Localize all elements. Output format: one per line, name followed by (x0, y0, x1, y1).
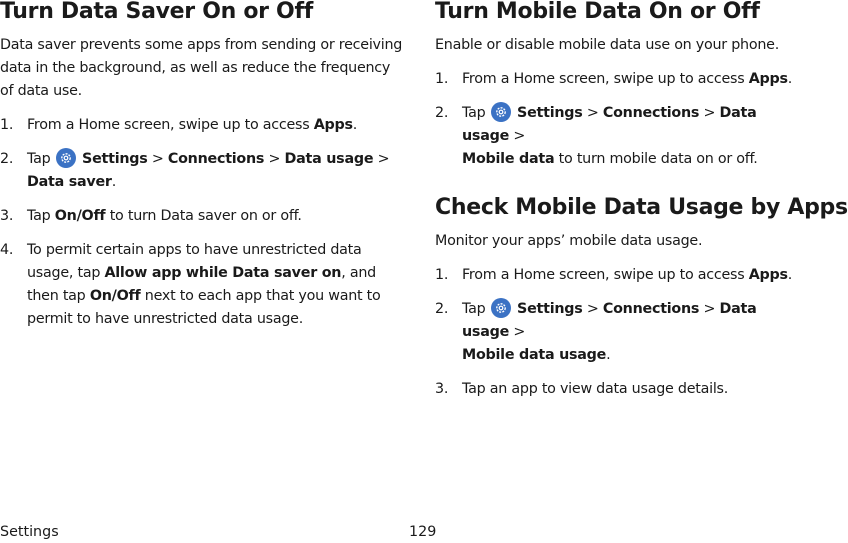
list-item: 1. From a Home screen, swipe up to access Apps. (0, 114, 404, 137)
step-number: 1. (435, 267, 449, 283)
right-column (435, 0, 848, 401)
page-number: 129 (409, 524, 437, 540)
data-saver-steps (0, 114, 404, 331)
step-number: 3. (435, 381, 449, 397)
list-item: 2. Tap Settings > Connections > Data usage > Mobile data usage. (435, 298, 806, 367)
footer-section-name: Settings (0, 524, 59, 540)
left-column (0, 0, 404, 331)
list-item: 2. Tap Settings > Connections > Data usage > Data saver. (0, 148, 404, 194)
settings-gear-icon (56, 148, 76, 168)
mobile-data-steps (435, 68, 806, 171)
step-number: 2. (435, 301, 449, 317)
step-number: 1. (0, 117, 14, 133)
section-title-data-saver: Turn Data Saver On or Off (0, 0, 314, 24)
mobile-data-intro: Enable or disable mobile data use on your phone. (435, 37, 780, 53)
step-number: 4. (0, 242, 14, 258)
apps-label: Apps (313, 117, 353, 133)
step-number: 1. (435, 71, 449, 87)
step-number: 3. (0, 208, 14, 224)
settings-gear-icon (491, 102, 511, 122)
usage-by-apps-steps (435, 264, 806, 401)
section-title-mobile-data: Turn Mobile Data On or Off (435, 0, 760, 24)
settings-gear-icon (491, 298, 511, 318)
list-item: 3. Tap an app to view data usage details. (435, 378, 806, 401)
section-title-usage-by-apps: Check Mobile Data Usage by Apps (435, 195, 848, 220)
list-item: 2. Tap Settings > Connections > Data usage > Mobile data to turn mobile data on or off. (435, 102, 806, 171)
step-number: 2. (0, 151, 14, 167)
list-item: 4. To permit certain apps to have unrestricted data usage, tap Allow app while Data saver on, and then tap On/Off next to each app that you want to permit to have unrestricted data usage. (0, 239, 404, 331)
data-saver-intro: Data saver prevents some apps from sending or receiving data in the background, as well as reduce the frequency of data use. (0, 37, 403, 99)
list-item: 1. From a Home screen, swipe up to access Apps. (435, 68, 806, 91)
list-item: 1. From a Home screen, swipe up to access Apps. (435, 264, 806, 287)
step-number: 2. (435, 105, 449, 121)
usage-by-apps-intro: Monitor your apps’ mobile data usage. (435, 233, 703, 249)
list-item: 3. Tap On/Off to turn Data saver on or off. (0, 205, 404, 228)
